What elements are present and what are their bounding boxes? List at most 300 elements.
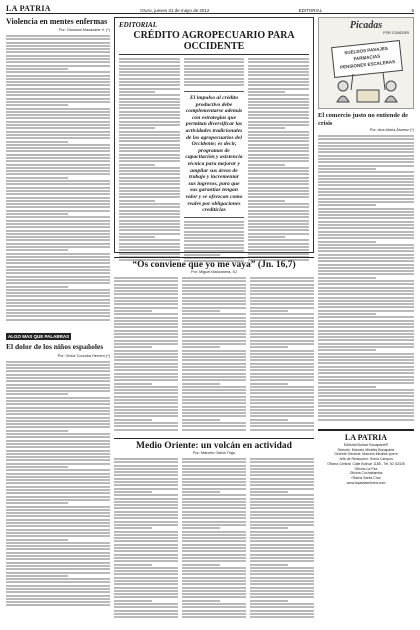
text-line — [250, 527, 288, 529]
text-line — [182, 560, 246, 562]
text-line — [6, 400, 110, 402]
text-line — [248, 206, 309, 208]
text-line — [114, 537, 178, 539]
text-line — [6, 150, 110, 152]
text-line — [182, 544, 246, 546]
text-line — [119, 213, 180, 215]
text-line — [184, 240, 245, 242]
text-line — [114, 567, 178, 569]
text-line — [114, 504, 178, 506]
text-line — [248, 193, 309, 195]
text-line — [250, 317, 314, 319]
text-line — [318, 300, 414, 302]
text-line — [119, 88, 180, 90]
text-line — [250, 613, 314, 615]
text-line — [114, 284, 178, 286]
text-line — [114, 521, 178, 523]
text-line — [6, 525, 110, 527]
text-line — [6, 578, 110, 580]
text-line — [114, 336, 178, 338]
text-line — [182, 379, 246, 381]
text-line — [119, 180, 180, 182]
text-line — [250, 297, 314, 299]
article-title-violencia: Violencia en mentes enfermas — [6, 17, 108, 26]
text-line — [250, 425, 314, 427]
text-line — [250, 392, 314, 394]
text-line — [6, 302, 110, 304]
text-line — [318, 395, 414, 397]
text-line — [6, 463, 110, 465]
text-line — [6, 108, 110, 110]
text-line — [182, 458, 246, 460]
text-line — [318, 191, 414, 193]
text-line — [119, 236, 155, 238]
text-line — [6, 101, 110, 103]
text-line — [114, 468, 178, 470]
text-line — [114, 293, 178, 295]
text-line — [119, 127, 155, 129]
text-line — [114, 386, 178, 388]
text-line — [6, 239, 110, 241]
text-line — [250, 511, 314, 513]
text-line — [182, 494, 246, 496]
text-line — [119, 121, 180, 123]
article-conviene — [114, 257, 314, 435]
text-line — [6, 167, 110, 169]
text-line — [114, 501, 178, 503]
text-line — [318, 306, 414, 308]
text-line — [6, 279, 110, 281]
text-line — [184, 65, 245, 67]
text-line — [114, 596, 178, 598]
text-line — [114, 498, 178, 500]
text-line — [248, 84, 309, 86]
text-line — [119, 84, 180, 86]
text-line — [248, 164, 284, 166]
text-line — [6, 45, 110, 47]
text-line — [119, 173, 180, 175]
text-line — [6, 246, 110, 248]
text-line — [6, 299, 110, 301]
text-line — [250, 396, 314, 398]
text-line — [6, 127, 110, 129]
text-line — [114, 458, 178, 460]
staff-line: Editorial Bolívar Bonaparte® — [343, 443, 389, 447]
cartoon-illustration — [323, 40, 411, 106]
text-line — [119, 249, 180, 251]
text-line — [250, 389, 314, 391]
text-line — [114, 580, 178, 582]
text-line — [184, 74, 245, 76]
text-line — [119, 253, 180, 255]
text-line — [6, 509, 110, 511]
text-line — [248, 246, 309, 248]
text-line — [250, 422, 314, 424]
text-line — [250, 504, 314, 506]
text-line — [182, 550, 246, 552]
text-line — [318, 181, 414, 183]
text-line — [6, 236, 110, 238]
text-line — [6, 256, 110, 258]
text-line — [119, 226, 180, 228]
article-title-comercio: El comercio justo no entiende de crisis — [318, 112, 408, 127]
text-line — [318, 293, 414, 295]
text-line — [119, 223, 180, 225]
text-line — [114, 310, 152, 312]
text-line — [318, 392, 414, 394]
text-line — [6, 289, 110, 291]
text-line — [6, 180, 110, 182]
text-line — [318, 402, 414, 404]
text-line — [6, 35, 110, 37]
text-line — [318, 178, 414, 180]
article-byline-medio-oriente: Por: Marcelo Ostria Trigo — [192, 451, 236, 455]
text-line — [318, 224, 414, 226]
text-line — [114, 366, 178, 368]
staff-line: Oficina Cochabamba — [349, 471, 383, 476]
text-line — [6, 187, 110, 189]
text-line — [6, 397, 110, 399]
text-line — [248, 170, 309, 172]
text-line — [318, 221, 414, 223]
text-line — [6, 565, 110, 567]
text-line — [119, 124, 180, 126]
staff-box — [318, 429, 414, 485]
text-line — [250, 600, 288, 602]
text-line — [114, 481, 178, 483]
text-line — [250, 564, 288, 566]
dateline: Oruro, jueves 31 de mayo de 2012 — [140, 8, 210, 13]
text-line — [6, 529, 110, 531]
text-line — [6, 206, 110, 208]
text-line — [119, 203, 180, 205]
text-line — [6, 282, 110, 284]
text-line — [6, 364, 110, 366]
text-line — [318, 161, 414, 163]
text-line — [250, 429, 314, 431]
text-line — [248, 243, 309, 245]
text-line — [248, 94, 309, 96]
svg-text:PENSIONES ESCALERAS: PENSIONES ESCALERAS — [339, 59, 396, 70]
text-line — [182, 326, 246, 328]
text-line — [248, 144, 309, 146]
text-line — [318, 165, 414, 167]
text-line — [250, 474, 314, 476]
text-line — [318, 227, 414, 229]
text-line — [318, 376, 414, 378]
text-line — [250, 481, 314, 483]
text-line — [250, 478, 314, 480]
text-line — [250, 580, 314, 582]
text-line — [248, 134, 309, 136]
text-line — [119, 239, 180, 241]
text-line — [6, 492, 110, 494]
text-line — [6, 223, 110, 225]
text-line — [182, 389, 246, 391]
text-line — [318, 260, 414, 262]
text-line — [318, 214, 414, 216]
text-line — [182, 616, 246, 618]
text-line — [250, 366, 314, 368]
text-line — [6, 266, 110, 268]
text-line — [6, 98, 110, 100]
text-line — [6, 183, 110, 185]
text-line — [114, 507, 178, 509]
text-line — [182, 425, 246, 427]
text-line — [318, 353, 414, 355]
text-line — [248, 180, 309, 182]
text-line — [250, 560, 314, 562]
text-line — [114, 363, 178, 365]
text-line — [114, 570, 178, 572]
text-line — [119, 183, 180, 185]
text-line — [250, 386, 314, 388]
text-line — [114, 517, 178, 519]
text-line — [114, 461, 178, 463]
article-body-dolor — [6, 361, 110, 611]
page-number: 5 — [411, 8, 414, 13]
text-line — [318, 382, 414, 384]
text-line — [318, 389, 414, 391]
text-line — [6, 88, 110, 90]
text-line — [250, 379, 314, 381]
text-line — [318, 362, 414, 364]
text-line — [318, 184, 414, 186]
text-line — [114, 303, 178, 305]
text-line — [250, 583, 314, 585]
text-line — [318, 138, 414, 140]
article-body-violencia — [6, 35, 110, 325]
text-line — [318, 145, 414, 147]
text-line — [119, 111, 180, 113]
text-line — [114, 484, 178, 486]
article-body-comercio — [318, 135, 414, 425]
text-line — [318, 415, 414, 417]
text-line — [318, 194, 414, 196]
text-line — [250, 326, 314, 328]
text-line — [182, 336, 246, 338]
text-line — [6, 55, 110, 57]
text-line — [119, 233, 180, 235]
text-line — [318, 366, 414, 368]
text-line — [6, 177, 68, 179]
text-line — [6, 173, 110, 175]
text-line — [182, 471, 246, 473]
text-line — [318, 158, 414, 160]
text-line — [114, 356, 178, 358]
text-line — [250, 376, 314, 378]
text-line — [318, 217, 414, 219]
text-line — [6, 286, 68, 288]
text-line — [182, 481, 246, 483]
text-line — [248, 239, 309, 241]
text-line — [6, 390, 110, 392]
text-line — [318, 412, 414, 414]
text-line — [248, 177, 309, 179]
text-line — [6, 430, 68, 432]
text-line — [119, 206, 180, 208]
text-line — [119, 167, 180, 169]
text-line — [250, 383, 288, 385]
text-line — [114, 396, 178, 398]
text-line — [318, 188, 414, 190]
text-line — [114, 287, 178, 289]
text-line — [6, 253, 110, 255]
text-line — [182, 583, 246, 585]
text-line — [114, 376, 178, 378]
text-line — [119, 210, 180, 212]
staff-website-link[interactable]: www.lapatriaenlinea.com — [346, 480, 386, 485]
text-line — [6, 403, 110, 405]
text-line — [248, 200, 284, 202]
staff-logo: LA PATRIA — [344, 433, 388, 442]
text-line — [6, 233, 110, 235]
text-line — [182, 507, 246, 509]
text-line — [182, 593, 246, 595]
text-line — [248, 210, 309, 212]
text-line — [6, 259, 110, 261]
text-line — [182, 287, 246, 289]
text-line — [318, 399, 414, 401]
text-line — [318, 273, 414, 275]
text-line — [250, 373, 314, 375]
left-column — [6, 17, 110, 623]
text-line — [182, 406, 246, 408]
text-line — [114, 550, 178, 552]
text-line — [182, 547, 246, 549]
text-line — [184, 227, 245, 229]
text-line — [182, 356, 246, 358]
text-line — [6, 114, 110, 116]
text-line — [182, 396, 246, 398]
text-line — [184, 234, 245, 236]
text-line — [6, 269, 110, 271]
text-line — [6, 367, 110, 369]
text-line — [6, 562, 110, 564]
article-byline-conviene: Por: Miguel Manzanera, SJ — [191, 270, 237, 274]
text-line — [184, 71, 245, 73]
text-line — [119, 101, 180, 103]
text-line — [184, 58, 245, 60]
text-line — [318, 175, 414, 177]
text-line — [6, 443, 110, 445]
text-line — [6, 572, 110, 574]
text-line — [6, 450, 110, 452]
text-line — [182, 350, 246, 352]
section-tag: ALGO MAS QUE PALABRAS — [8, 334, 70, 339]
text-line — [6, 157, 110, 159]
text-line — [182, 369, 246, 371]
staff-line: Jefe de Redacción: Sonia Campos — [339, 457, 393, 462]
text-line — [6, 539, 68, 541]
text-line — [184, 84, 245, 86]
text-line — [119, 200, 155, 202]
text-line — [114, 392, 178, 394]
text-line — [250, 524, 314, 526]
text-line — [114, 389, 178, 391]
text-line — [318, 171, 414, 173]
text-line — [182, 554, 246, 556]
text-line — [6, 68, 68, 70]
text-line — [182, 429, 246, 431]
text-line — [318, 257, 414, 259]
text-line — [318, 333, 414, 335]
text-line — [248, 58, 309, 60]
text-line — [182, 386, 246, 388]
text-line — [114, 307, 178, 309]
text-line — [6, 598, 110, 600]
text-line — [318, 267, 414, 269]
text-line — [248, 236, 284, 238]
text-line — [318, 343, 414, 345]
text-line — [114, 353, 178, 355]
editorial-title: CRÉDITO AGROPECUARIO PARA OCCIDENTE — [119, 30, 309, 55]
text-line — [6, 117, 110, 119]
text-line — [182, 399, 246, 401]
text-line — [182, 300, 246, 302]
cartoon-title: Picadas — [349, 20, 383, 31]
text-line — [6, 243, 110, 245]
text-line — [182, 277, 246, 279]
text-line — [119, 114, 180, 116]
text-line — [182, 402, 246, 404]
text-line — [182, 498, 246, 500]
text-line — [119, 68, 180, 70]
text-line — [250, 412, 314, 414]
text-line — [248, 167, 309, 169]
text-line — [6, 426, 110, 428]
section-name: EDITORIAL — [298, 8, 323, 13]
text-line — [119, 164, 155, 166]
text-line — [182, 580, 246, 582]
text-line — [250, 517, 314, 519]
text-line — [250, 356, 314, 358]
text-line — [250, 590, 314, 592]
text-line — [318, 254, 414, 256]
text-line — [114, 399, 178, 401]
text-line — [119, 193, 180, 195]
text-line — [318, 320, 414, 322]
text-line — [119, 170, 180, 172]
text-line — [114, 544, 178, 546]
text-line — [114, 474, 178, 476]
text-line — [6, 384, 110, 386]
text-line — [114, 593, 178, 595]
text-line — [6, 459, 110, 461]
text-line — [250, 471, 314, 473]
text-line — [6, 51, 110, 53]
text-line — [250, 359, 314, 361]
text-line — [184, 250, 245, 252]
text-line — [6, 147, 110, 149]
text-line — [6, 58, 110, 60]
text-line — [250, 277, 314, 279]
text-line — [318, 346, 414, 348]
text-line — [114, 560, 178, 562]
text-line — [318, 201, 414, 203]
text-line — [6, 78, 110, 80]
text-line — [250, 353, 314, 355]
text-line — [250, 465, 314, 467]
text-line — [248, 203, 309, 205]
text-line — [182, 373, 246, 375]
text-line — [6, 440, 110, 442]
text-line — [184, 231, 245, 233]
text-line — [6, 545, 110, 547]
text-line — [182, 330, 246, 332]
text-line — [318, 277, 376, 279]
text-line — [182, 484, 246, 486]
